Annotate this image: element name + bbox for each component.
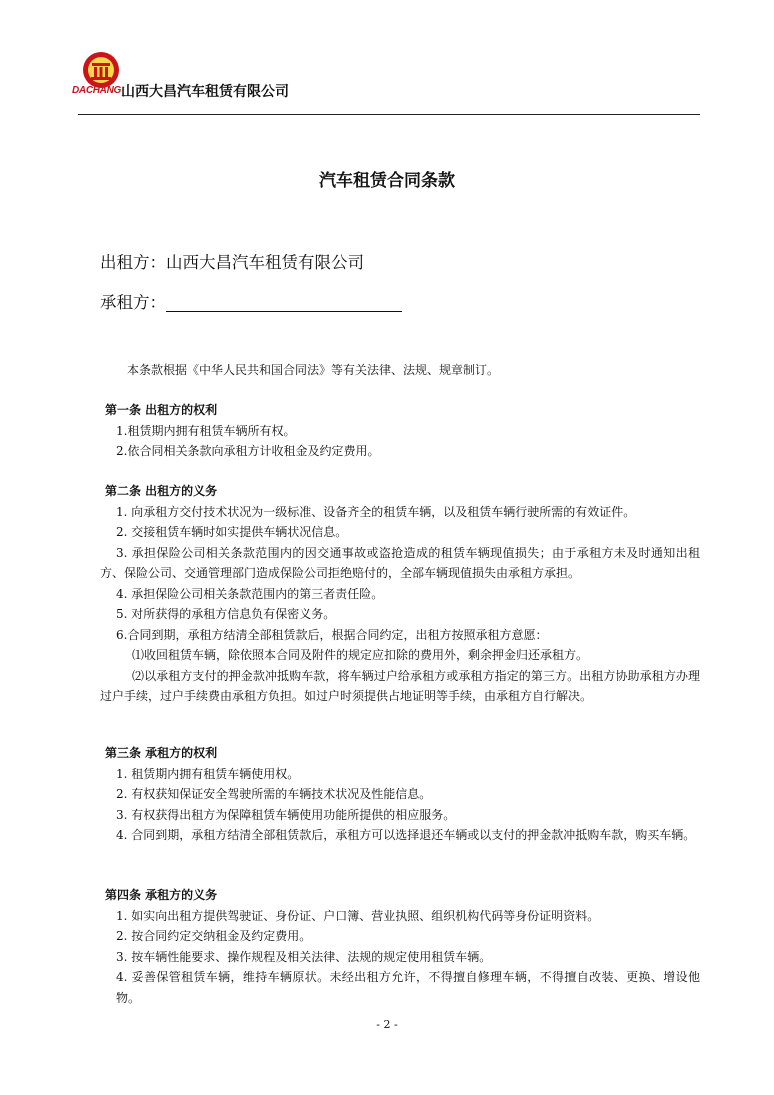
section-4: [100, 885, 700, 1008]
list-item: 4. 承担保险公司相关条款范围内的第三者责任险。: [116, 586, 384, 601]
list-item: ⑵以承租方支付的押金款冲抵购车款，将车辆过户给承租方或承租方指定的第三方。出租方协助承租方办理过户手续，过户手续费由承租方负担。如过户时须提供占地证明等手续，由承租方自行解决。: [100, 668, 700, 703]
list-item: 3. 有权获得出租方为保障租赁车辆使用功能所提供的相应服务。: [116, 807, 456, 822]
letterhead: [72, 50, 700, 118]
list-item: 2. 有权获知保证安全驾驶所需的车辆技术状况及性能信息。: [116, 787, 432, 801]
list-item: 2.依合同相关条款向承租方计收租金及约定费用。: [116, 444, 380, 458]
section-2: [100, 481, 700, 707]
list-item: 4. 妥善保管租赁车辆，维持车辆原状。未经出租方允许，不得擅自修理车辆，不得擅自改装、更换、增设他物。: [116, 970, 700, 1005]
list-item: 3. 承担保险公司相关条款范围内的因交通事故或盗抢造成的租赁车辆现值损失；由于承租方未及时通知出租方、保险公司、交通管理部门造成保险公司拒绝赔付的，全部车辆现值损失由承租方承担。: [100, 545, 700, 580]
logo-wordmark: DACHANG: [72, 85, 122, 96]
lessor-label: 出租方：: [100, 253, 166, 272]
list-item: 1. 向承租方交付技术状况为一级标准、设备齐全的租赁车辆，以及租赁车辆行驶所需的有效证件。: [116, 504, 636, 519]
header-divider: [78, 114, 700, 115]
list-item: 1. 租赁期内拥有租赁车辆使用权。: [116, 766, 300, 781]
list-item: 1. 如实向出租方提供驾驶证、身份证、户口簿、营业执照、组织机构代码等身份证明资料。: [116, 908, 600, 923]
list-item: 4. 合同到期，承租方结清全部租赁款后，承租方可以选择退还车辆或以支付的押金款冲抵购车款，购买车辆。: [116, 828, 696, 842]
header-company-name: 山西大昌汽车租赁有限公司: [121, 84, 289, 100]
intro-paragraph: 本条款根据《中华人民共和国合同法》等有关法律、法规、规章制订。: [127, 363, 500, 377]
list-item: 6.合同到期，承租方结清全部租赁款后，根据合同约定，出租方按照承租方意愿：: [116, 627, 548, 642]
list-item: 2. 按合同约定交纳租金及约定费用。: [116, 929, 312, 943]
section-3: [100, 743, 700, 846]
lessee-line: [100, 289, 402, 313]
list-item: 5. 对所获得的承租方信息负有保密义务。: [116, 607, 336, 621]
section-heading: 第四条 承租方的义务: [105, 888, 218, 902]
section-heading: 第三条 承租方的权利: [105, 746, 218, 760]
list-item: 2. 交接租赁车辆时如实提供车辆状况信息。: [116, 525, 348, 539]
list-item: 1.租赁期内拥有租赁车辆所有权。: [116, 423, 296, 438]
lessor-line: [100, 249, 364, 273]
section-heading: 第二条 出租方的义务: [105, 484, 218, 498]
section-heading: 第一条 出租方的权利: [105, 403, 218, 417]
list-item: ⑴收回租赁车辆，除依照本合同及附件的规定应扣除的费用外，剩余押金归还承租方。: [132, 648, 589, 662]
lessee-blank-field: [166, 293, 402, 312]
lessee-label: 承租方：: [100, 293, 166, 312]
list-item: 3. 按车辆性能要求、操作规程及相关法律、法规的规定使用租赁车辆。: [116, 949, 492, 964]
lessor-value: 山西大昌汽车租赁有限公司: [166, 253, 364, 272]
page-number: - 2 -: [376, 1018, 398, 1031]
document-title: 汽车租赁合同条款: [319, 171, 455, 191]
section-1: [100, 400, 700, 462]
